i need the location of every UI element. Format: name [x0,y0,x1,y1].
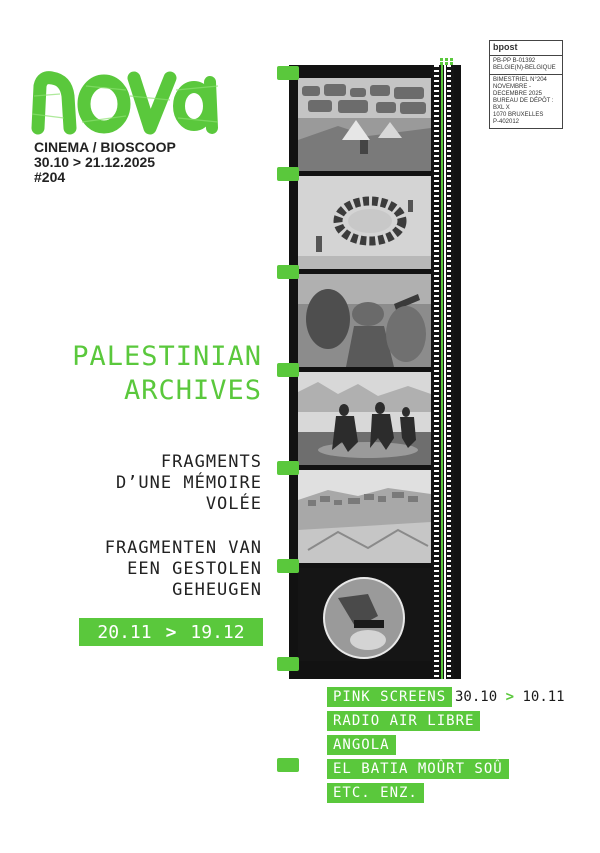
main-dates-arrow: > [165,621,177,643]
nova-logo [30,56,220,136]
program-item-radio-air-libre[interactable]: RADIO AIR LIBRE [327,711,480,731]
film-notch-3 [277,265,299,279]
main-dates-end: 19.12 [190,621,245,643]
main-dates-start: 20.11 [97,621,152,643]
header-cinema-label: CINEMA / BIOSCOOP [34,139,176,155]
film-notch-2 [277,167,299,181]
subtitle-nl-line-1: FRAGMENTEN VAN [104,538,262,558]
bpost-office: BUREAU DE DÉPÔT : BXL X [493,98,554,111]
film-frame-circular-lens [298,568,431,661]
title-line-1: PALESTINIAN [72,341,262,372]
program-item-el-batia[interactable]: EL BATIA MOÛRT SOÛ [327,759,509,779]
subtitle-fr-line-2: D’UNE MÉMOIRE [115,473,262,493]
bpost-city: 1070 BRUXELLES [493,112,544,118]
film-notch-6 [277,559,299,573]
film-notch-4 [277,363,299,377]
program-item-etc[interactable]: ETC. ENZ. [327,783,424,803]
pink-screens-arrow: > [505,689,515,705]
pink-screens-start: 30.10 [455,689,498,705]
bpost-approval: P-402012 [493,119,520,125]
bpost-brand: bpost [490,41,562,56]
program-marker [277,758,299,772]
bpost-permit: PB-PP B-01392 [493,58,536,64]
svg-text:nova: nova [30,56,33,57]
film-frame-circle-gathering [298,176,431,269]
header-date-range: 30.10 > 21.12.2025 [34,154,156,170]
bpost-postage-box [489,40,563,129]
film-frame-hill-village [298,470,431,563]
title-line-2: ARCHIVES [123,375,262,406]
bpost-period: NOVEMBRE - DECEMBRE 2025 [493,84,543,97]
program-item-angola[interactable]: ANGOLA [327,735,396,755]
film-notch-7 [277,657,299,671]
film-frame-muddy-road [298,372,431,465]
pink-screens-end: 10.11 [522,689,565,705]
header-issue-number: #204 [34,169,66,185]
main-dates-pill [79,618,263,646]
bpost-country: BELGIE(N)-BELGIQUE [493,65,556,71]
film-notch-5 [277,461,299,475]
subtitle-nl-line-3: GEHEUGEN [172,580,262,600]
film-soundtrack [432,65,454,679]
film-frame-soldiers [298,274,431,367]
program-item-pink-screens[interactable]: PINK SCREENS [327,687,452,707]
subtitle-fr-line-3: VOLÉE [205,494,262,514]
film-top-marks [440,58,454,65]
film-frame-stone-wall [298,78,431,171]
bpost-periodicity: BIMESTRIEL N°204 [493,77,547,83]
film-notch-1 [277,66,299,80]
pink-screens-dates [455,687,565,707]
subtitle-nl-line-2: EEN GESTOLEN [127,559,262,579]
subtitle-fr-line-1: FRAGMENTS [160,452,262,472]
